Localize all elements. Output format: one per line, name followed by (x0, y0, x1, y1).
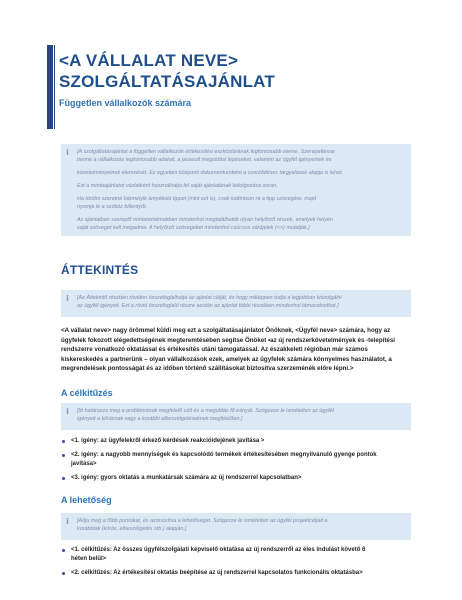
overview-tip-line-1: [Az Áttekintő részben röviden összefoglalhatja az ajánlat célját, és hogy miképpen tudja a legjobban kiszolgálni (77, 295, 342, 301)
opportunity-tip-line-1: [Adja meg a főbb pontokat, és azonosítsa a lehetőséget. Szögezze le ismételten az ügyfél projektcéljait a (77, 518, 328, 524)
bullet-icon (62, 549, 65, 552)
objective-tip-line-1: [Itt határozza meg a problémának megfelelő célt és a megoldás fő irányát. Szögezze le ismételten az ügyfél (77, 408, 334, 414)
objective-list (61, 437, 416, 488)
overview-tip-box (61, 290, 411, 317)
info-icon: i (66, 406, 69, 416)
overview-line-5: megrendelések pontosságát és az időben történő szállításokat biztosítva szerzeménék előre lépni.> (61, 365, 354, 372)
overview-line-3: rendszerre vonatkozó oktatással és értékesítés utáni támogatással. Az északkeleti régióban már számos (61, 346, 368, 353)
info-icon: i (66, 516, 69, 526)
intro-tip-line-1: [A szolgáltatásajánlat a független vállalkozók értékesítési eszköztárának legfontosabb eleme. Szerepeltesse (77, 149, 335, 155)
objective-heading: A célkitűzés (61, 388, 113, 398)
document-subtitle: Független vállalkozók számára (59, 98, 192, 108)
opportunity-list (61, 546, 416, 583)
overview-tip-line-2: az ügyfél igényeit. Ezt a rövid összefoglaló részre azután az ajánlat többi részében mindenhol támaszkodhat.] (77, 303, 339, 309)
company-name: <A VÁLLALAT NEVE> (59, 51, 239, 70)
title-accent-bar (47, 45, 54, 129)
opportunity-heading: A lehetőség (61, 495, 112, 505)
overview-line-2: ügyfelek fokozott elégedettségének megteremtésében segítse Önöket •az új rendszerkövetelmények és -telepítési (61, 336, 396, 344)
list-item: <2. igény: a nagyobb mennyiségek és kapcsolódó termékek értékesítésében megnyilvánuló gyenge pontok javítása> (61, 451, 416, 469)
intro-tip-line-6: nyomja le a szóköz billentyűt. (77, 204, 148, 210)
bullet-icon (62, 572, 65, 575)
title-block (59, 51, 419, 109)
intro-tip-box (61, 144, 411, 236)
bullet-icon (62, 440, 65, 443)
list-item: <1. célkitűzés: Az összes ügyfélszolgálati képviselő oktatása az új rendszerről az éles indulást követő 6 héten belül> (61, 546, 416, 564)
intro-tip-line-3: követelményeinek elemzését. Ez egyetlen központi dokumentumként a szerződéses tárgyalások alapja is lehet. (77, 170, 344, 176)
info-icon: i (66, 147, 69, 157)
intro-tip-line-7: Az ajánlatban szereplő mintatartalmakban mindenhol megtalálhatók olyan helyőrző részek, amelyek helyén (77, 217, 333, 223)
document-title: SZOLGÁLTATÁSAJÁNLAT (59, 72, 275, 91)
overview-heading: ÁTTEKINTÉS (61, 263, 139, 277)
list-item: <1. igény: az ügyfelekről érkező kérdések reakcióidejének javítása > (61, 437, 416, 446)
overview-line-1: <A vállalat neve> nagy örömmel küldi meg ezt a szolgáltatásajánlatot Önöknek, <Ügyfél neve> számára, hogy az (61, 327, 391, 334)
list-item: <3. igény: gyors oktatás a munkatársak számára az új rendszerrel kapcsolatban> (61, 474, 416, 483)
list-item: <2. célkitűzés: Az értékesítési oktatás beépítése az új rendszerrel kapcsolatos funkcionális oktatásba> (61, 569, 416, 578)
objective-tip-line-2: igényeit a kiírásnak vagy a korábbi elbeszélgetéseknek megfelelően.] (77, 416, 243, 422)
intro-tip-line-5: Ha törölni szeretné bármelyik ámyékoló tippet (mint ezt is), csak kattintson rá a tipp szövegére, majd (77, 196, 317, 202)
objective-tip-box (61, 403, 411, 430)
opportunity-tip-line-2: korábbiak (kiírás, elbeszélgetés stb.) alapján.] (77, 526, 187, 532)
overview-paragraph (61, 326, 416, 374)
intro-tip-line-4: Ezt a mintaajánlatot vázlatként használhatja fel saját ajánlatának kidolgozása során. (77, 183, 278, 189)
opportunity-tip-box (61, 513, 411, 540)
bullet-icon (62, 454, 65, 457)
intro-tip-line-2: benne a vállalkozás legfontosabb adatait, a javasolt megoldási lépéseket, valamint az ügyfél igényeinek és (77, 157, 332, 163)
bullet-icon (62, 477, 65, 480)
info-icon: i (66, 293, 69, 303)
intro-tip-line-8: saját szöveget kell megadnia. A helyőrző szövegeket mindenhol csúcsos zárójelek (<>) mutatják.] (77, 225, 310, 231)
overview-line-4: kiskereskedés a partnerünk – olyan vállalkozások ezek, amelyek az ügyfelek számára könnyelmes használatot, a (61, 355, 392, 363)
